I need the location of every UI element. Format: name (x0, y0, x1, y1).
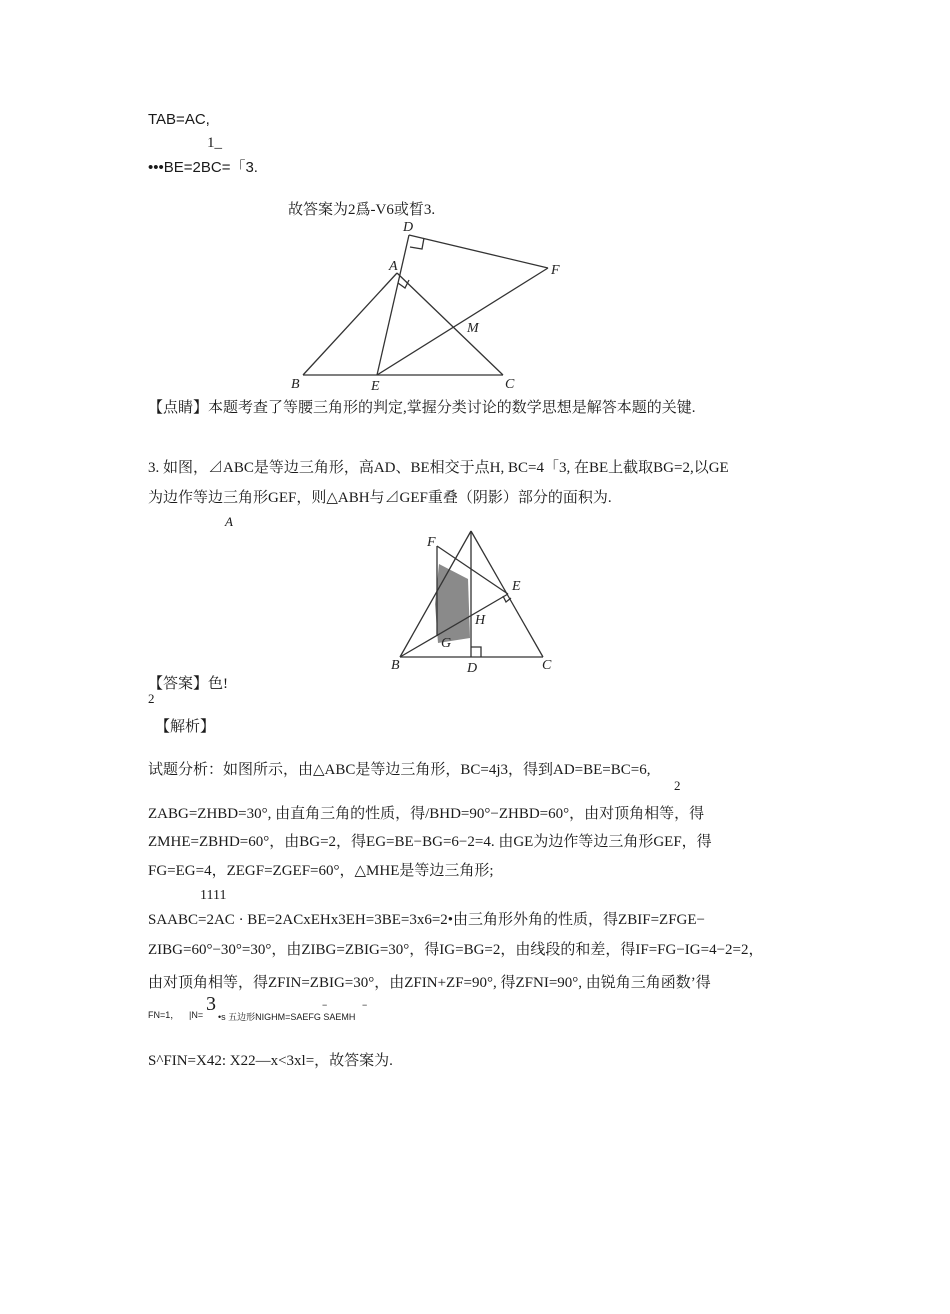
analysis-line-4: FG=EG=4，ZEGF=ZGEF=60°，△MHE是等边三角形; (148, 863, 494, 879)
figure-1 (285, 218, 575, 394)
analysis-line-8-three: 3 (206, 993, 216, 1015)
analysis-line-8-dash-1: − (322, 1000, 328, 1010)
fig1-seg-ba (303, 273, 397, 375)
answer-line: 故答案为2爲-V6或晳3. (288, 202, 436, 218)
fig1-label-c: C (505, 377, 515, 392)
line-ab-ac: TAB=AC, (148, 111, 210, 128)
analysis-line-8-fn: FN=1， (148, 1010, 180, 1020)
analysis-heading: 【解析】 (155, 719, 216, 735)
fig2-label-g: G (441, 636, 452, 651)
fig1-seg-ac (397, 273, 503, 375)
figure-2 (385, 526, 565, 676)
fig1-label-e: E (371, 379, 380, 394)
line-be: •••BE=2BC=「3. (148, 159, 258, 176)
fig2-label-f: F (427, 535, 436, 550)
analysis-line-3: ZMHE=ZBHD=60°，由BG=2，得EG=BE−BG=6−2=4. 由GE为边作等边三角形GEF，得 (148, 834, 712, 850)
analysis-line-8-in: |N= (189, 1010, 204, 1020)
fig1-label-b: B (291, 377, 300, 392)
fig2-label-d: D (467, 661, 478, 676)
fig1-seg-ef (377, 268, 548, 375)
answer-denominator: 2 (148, 691, 155, 706)
fig1-right-angle-d (410, 238, 424, 249)
fig2-label-h: H (475, 613, 486, 628)
analysis-line-6: ZIBG=60°−30°=30°，由ZIBG=ZBIG=30°，得IG=BG=2，由线段的和差，得IF=FG−IG=4−2=2， (148, 942, 764, 958)
analysis-line-5: SAABC=2AC · BE=2ACxEHx3EH=3BE=3x6=2•由三角形外角的性质，得ZBIF=ZFGE− (148, 912, 705, 928)
analysis-line-7: 由对顶角相等，得ZFIN=ZBIG=30°，由ZFIN+ZF=90°, 得ZFNI=90°, 由锐角三角函数’得 (148, 975, 711, 991)
fig1-seg-ed (377, 235, 409, 375)
analysis-line-9: S^FIN=X42: X22—x<3xl=，故答案为. (148, 1053, 393, 1069)
analysis-line-8-dash-2: − (362, 1000, 368, 1010)
analysis-line-1-sub: 2 (674, 778, 681, 793)
fig2-label-b: B (391, 658, 400, 673)
answer-label: 【答案】色! (148, 676, 228, 692)
fig2-right-angle-d (471, 647, 481, 657)
fig2-label-e: E (512, 579, 521, 594)
fig1-label-f: F (551, 263, 560, 278)
fig1-right-angle-a (398, 280, 409, 288)
line-fraction: 1_ (207, 135, 222, 151)
analysis-line-1: 试题分析：如图所示，由△ABC是等边三角形，BC=4j3，得到AD=BE=BC=6, (148, 762, 651, 778)
fig2-shaded-region (435, 564, 470, 643)
fig1-label-a: A (389, 259, 398, 274)
fig2-label-c: C (542, 658, 552, 673)
question-3-line-1: 3. 如图，⊿ABC是等边三角形，高AD、BE相交于点H, BC=4「3, 在BE上截取BG=2,以GE (148, 460, 729, 476)
fig1-label-m: M (467, 321, 479, 336)
stray-label-a: A (225, 514, 233, 529)
dianjing-note: 【点睛】本题考查了等腰三角形的判定,掌握分类讨论的数学思想是解答本题的关键. (148, 400, 696, 416)
analysis-line-5-fractions: 1111 (200, 888, 227, 903)
fig1-seg-df (409, 235, 548, 268)
analysis-line-8-rest: •s 五边形NIGHM=SAEFG SAEMH (218, 1012, 356, 1022)
question-3-line-2: 为边作等边三角形GEF，则△ABH与⊿GEF重叠（阴影）部分的面积为. (148, 490, 612, 506)
fig1-label-d: D (403, 220, 414, 235)
analysis-line-2: ZABG=ZHBD=30°, 由直角三角的性质，得/BHD=90°−ZHBD=60°，由对顶角相等，得 (148, 806, 705, 822)
